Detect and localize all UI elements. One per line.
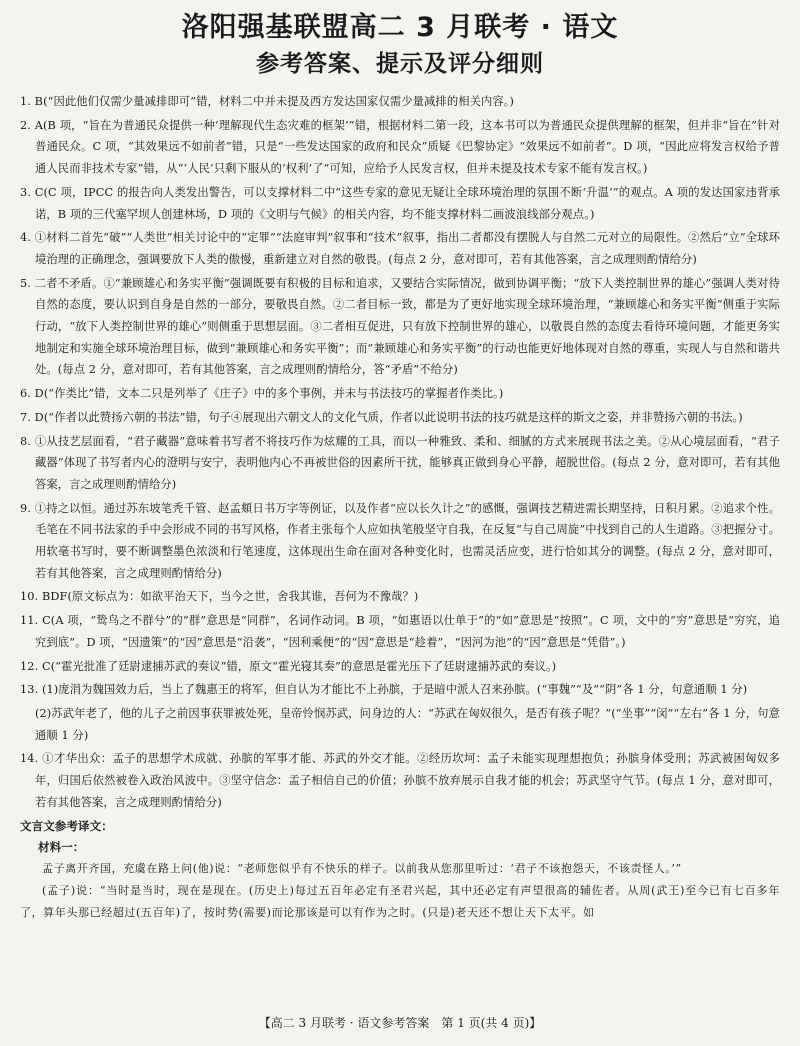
material-title: 材料一： [38, 839, 85, 854]
page-title: 洛阳强基联盟高二 3 月联考 · 语文 [181, 12, 619, 43]
translation-paragraphs [20, 858, 780, 924]
answer-item: 6. D(“作类比”错，文本二只是列举了《庄子》中的多个事例，并未与书法技巧的掌握者作类比。) [20, 387, 504, 401]
answer-item: 3. C(C 项，IPCC 的报告向人类发出警告，可以支撑材料二中“这些专家的意见无疑让全球环境治理的氛围不断‘升温’”的观点。A 项的发达国家违背承诺，B 项的三代塞罕坝人创建林场，D 项的《文明与气候》的相关内容，均不能支撑材料二画波浪线部分观点。) [20, 185, 780, 221]
answer-item: 9. ①持之以恒。通过苏东坡笔秃千管、赵孟頫日书万字等例证，以及作者“应以长久计之”的感慨，强调技艺精进需长期坚持，日积月累。②追求个性。毛笔在不同书法家的手中会形成不同的书写风格，作者主张每个人应如执笔般坚守自我，在反复“与自己周旋”中找到自己的人生道路。③把握分寸。用软毫书写时，要不断调整墨色浓淡和行笔速度，这体现出生命在面对各种变化时，也需灵活应变，进行恰如其分的调整。(每点 2 分，意对即可，若有其他答案，言之成理则酌情给分) [20, 501, 780, 580]
answers-list [20, 91, 780, 814]
answer-item: 12. C(“霍光批准了廷尉逮捕苏武的奏议”错，原文“霍光寝其奏”的意思是霍光压下了廷尉逮捕苏武的奏议。) [20, 659, 557, 673]
answer-item: 5. 二者不矛盾。①“兼顾雄心和务实平衡”强调既要有积极的目标和追求，又要结合实际情况，做到协调平衡；“放下人类控制世界的雄心”强调人类对待自然的态度，要认识到自身是自然的一部分，要敬畏自然。②二者目标一致，都是为了更好地实现全球环境治理，“兼顾雄心和务实平衡”侧重于实际行动，“放下人类控制世界的雄心”则侧重于思想层面。③二者相互促进，只有放下控制世界的雄心，以敬畏自然的态度去看待环境问题，才能更务实地制定和实施全球环境治理目标，做到“兼顾雄心和务实平衡”；而“兼顾雄心和务实平衡”的行动也能更好地体现对自然的尊重，实现人与自然和谐共处。(每点 2 分，意对即可，若有其他答案，言之成理则酌情给分，答“矛盾”不给分) [20, 276, 780, 377]
answer-item: (2)苏武年老了，他的儿子之前因事获罪被处死，皇帝怜悯苏武，问身边的人：“苏武在匈奴很久，是否有孩子呢？”(“坐事”“闵”“左右”各 1 分，句意通顺 1 分) [35, 706, 780, 742]
translation-paragraph: (孟子)说：“当时是当时，现在是现在。(历史上)每过五百年必定有圣君兴起，其中还必定有声望很高的辅佐者。从周(武王)至今已有七百多年了，算年头那已经超过(五百年)了，按时势(需要)而论那该是可以有作为之时。(只是)老天还不想让天下太平。如 [20, 883, 780, 919]
answer-item: 8. ①从技艺层面看，“君子藏器”意味着书写者不将技巧作为炫耀的工具，而以一种雅致、柔和、细腻的方式来展现书法之美。②从心境层面看，“君子藏器”体现了书写者内心的澄明与安宁，表明他内心不再被世俗的因素所干扰，能够真正做到身心平静，超脱世俗。(每点 2 分，意对即可，若有其他答案，言之成理则酌情给分) [20, 434, 780, 491]
answer-item: 10. BDF(原文标点为：如欲平治天下，当今之世，舍我其谁，吾何为不豫哉？) [20, 590, 419, 604]
answer-item: 13. (1)庞涓为魏国效力后，当上了魏惠王的将军，但自认为才能比不上孙膑，于是暗中派人召来孙膑。(“事魏”“及”“阴”各 1 分，句意通顺 1 分) [20, 683, 748, 697]
page-subtitle: 参考答案、提示及评分细则 [256, 51, 544, 77]
answer-item: 14. ①才华出众：孟子的思想学术成就、孙膑的军事才能、苏武的外交才能。②经历坎坷：孟子未能实现理想抱负；孙膑身体受刑；苏武被困匈奴多年，归国后依然被卷入政治风波中。③坚守信念：孟子相信自己的价值；孙膑不放弃展示自我才能的机会；苏武坚守气节。(每点 1 分，意对即可，若有其他答案，言之成理则酌情给分) [20, 752, 780, 809]
answer-item: 11. C(A 项，“鸷鸟之不群兮”的“群”意思是“同群”，名词作动词。B 项，“如惠语以仕单于”的“如”意思是“按照”。C 项，文中的“穷”意思是“穷究，追究到底”。D 项，“因遗策”的“因”意思是“沿袭”，“因利乘便”的“因”意思是“趁着”，“因河为池”的“因”意思是“凭借”。) [20, 614, 780, 649]
translation-paragraph: 孟子离开齐国，充虞在路上问(他)说：“老师您似乎有不快乐的样子。以前我从您那里听过：‘君子不该抱怨天，不该责怪人。’” [42, 861, 682, 875]
answer-item: 2. A(B 项，“旨在为普通民众提供一种‘理解现代生态灾难的框架’”错，根据材料二第一段，这本书可以为普通民众提供理解的框架，但并非“旨在”针对普通民众。C 项，“其效果远不如前者”错，只是“一些发达国家的政府和民众”质疑《巴黎协定》“效果远不如前者”。D 项，“因此应将发言权给予普通人民而非技术专家”错，从“‘人民’只剩下服从的‘权利’了”可知，应给予人民发言权，但并未提及技术专家不能有发言权。) [20, 118, 780, 176]
translation-section-title: 文言文参考译文： [20, 818, 113, 833]
answer-item: 4. ①材料二首先“破”“人类世”相关讨论中的“定罪”“法庭审判”叙事和“技术”叙事，指出二者都没有摆脱人与自然二元对立的局限性。②然后“立”全球环境治理的正确理念，强调要放下人类的傲慢，重新建立对自然的敬畏。(每点 2 分，意对即可，若有其他答案，言之成理则酌情给分) [20, 231, 780, 266]
answers-content [20, 91, 780, 924]
answer-item: 1. B(“因此他们仅需少量减排即可”错，材料二中并未提及西方发达国家仅需少量减排的相关内容。) [20, 95, 515, 108]
page-footer: 【高二 3 月联考 · 语文参考答案 第 1 页(共 4 页)】 [258, 1016, 542, 1030]
answer-item: 7. D(“作者以此赞扬六朝的书法”错，句子④展现出六朝文人的文化气质，作者以此说明书法的技巧就是这样的斯文之姿，并非赞扬六朝的书法。) [20, 410, 743, 424]
